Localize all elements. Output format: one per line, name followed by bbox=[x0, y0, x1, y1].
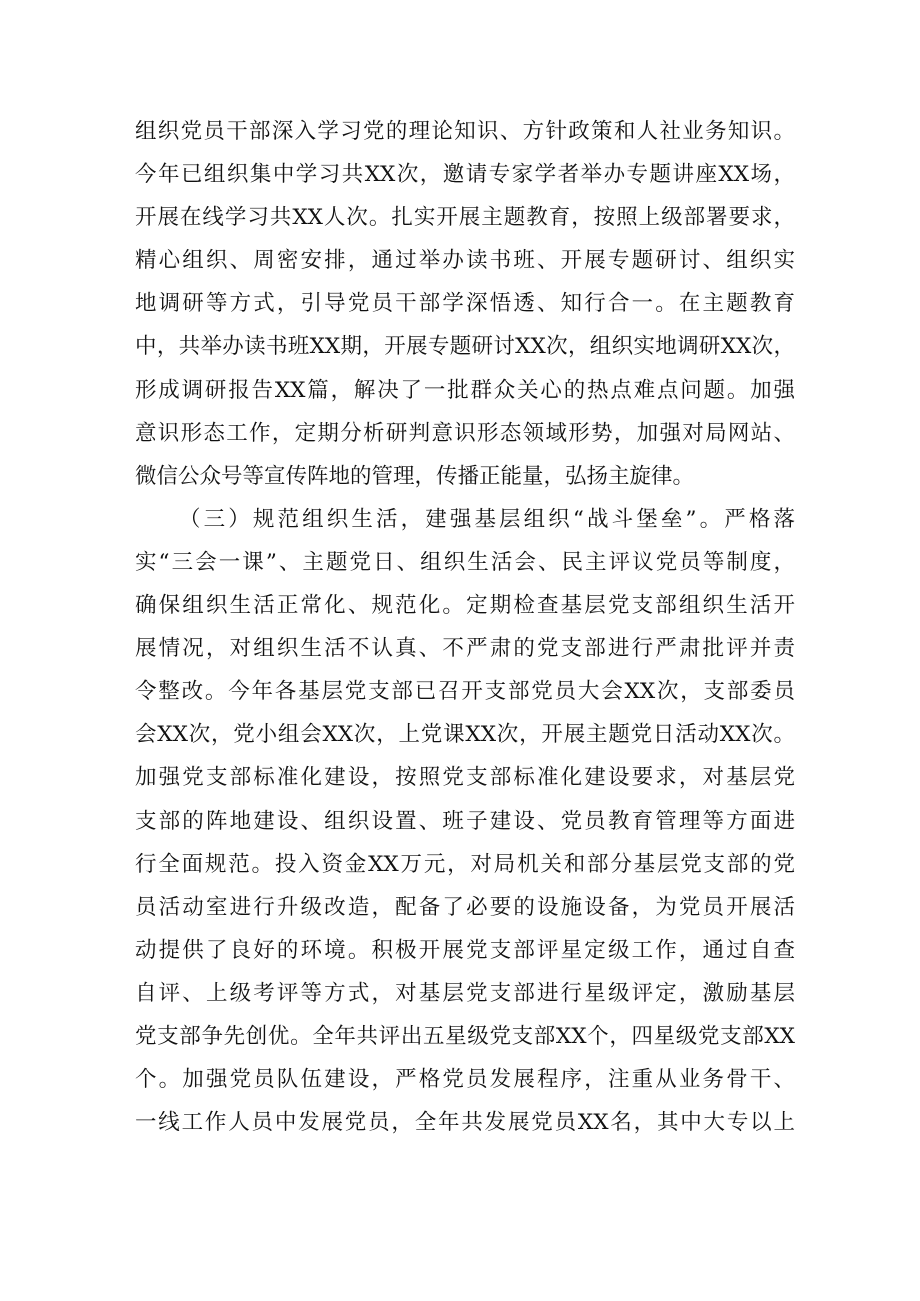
text-line: 行全面规范。投入资金XX万元，对局机关和部分基层党支部的党 bbox=[135, 851, 795, 877]
text-line: 形成调研报告XX篇，解决了一批群众关心的热点难点问题。加强 bbox=[135, 377, 795, 403]
text-line: 展情况，对组织生活不认真、不严肃的党支部进行严肃批评并责 bbox=[135, 636, 795, 662]
text-line: 一线工作人员中发展党员，全年共发展党员XX名，其中大专以上 bbox=[135, 1110, 795, 1136]
text-line: 组织党员干部深入学习党的理论知识、方针政策和人社业务知识。 bbox=[135, 119, 795, 144]
text-line: 精心组织、周密安排，通过举办读书班、开展专题研讨、组织实 bbox=[135, 248, 795, 274]
text-line: 意识形态工作，定期分析研判意识形态领域形势，加强对局网站、 bbox=[135, 420, 795, 446]
text-line: 自评、上级考评等方式，对基层党支部进行星级评定，激励基层 bbox=[135, 980, 795, 1006]
text-line-paragraph-end: 微信公众号等宣传阵地的管理，传播正能量，弘扬主旋律。 bbox=[135, 463, 695, 489]
text-line: 员活动室进行升级改造，配备了必要的设施设备，为党员开展活 bbox=[135, 894, 795, 920]
text-line: 动提供了良好的环境。积极开展党支部评星定级工作，通过自查 bbox=[135, 937, 795, 963]
text-line: 今年已组织集中学习共XX次，邀请专家学者举办专题讲座XX场， bbox=[135, 162, 795, 188]
text-line: 地调研等方式，引导党员干部学深悟透、知行合一。在主题教育 bbox=[135, 291, 795, 317]
text-line: 党支部争先创优。全年共评出五星级党支部XX个，四星级党支部XX bbox=[135, 1023, 795, 1049]
text-line: 开展在线学习共XX人次。扎实开展主题教育，按照上级部署要求， bbox=[135, 205, 795, 231]
text-line: 确保组织生活正常化、规范化。定期检查基层党支部组织生活开 bbox=[135, 593, 795, 619]
text-line: 实“三会一课”、主题党日、组织生活会、民主评议党员等制度， bbox=[135, 549, 795, 575]
text-line: 会XX次，党小组会XX次，上党课XX次，开展主题党日活动XX次。 bbox=[135, 722, 795, 748]
text-line: 支部的阵地建设、组织设置、班子建设、党员教育管理等方面进 bbox=[135, 808, 795, 834]
text-line: 加强党支部标准化建设，按照党支部标准化建设要求，对基层党 bbox=[135, 765, 795, 791]
text-line: 个。加强党员队伍建设，严格党员发展程序，注重从业务骨干、 bbox=[135, 1067, 795, 1093]
section-heading-line: （三）规范组织生活，建强基层组织“战斗堡垒”。严格落 bbox=[179, 506, 795, 532]
body-text bbox=[135, 110, 795, 1144]
text-line: 中，共举办读书班XX期，开展专题研讨XX次，组织实地调研XX次， bbox=[135, 334, 795, 360]
text-line: 令整改。今年各基层党支部已召开支部党员大会XX次，支部委员 bbox=[135, 679, 795, 705]
